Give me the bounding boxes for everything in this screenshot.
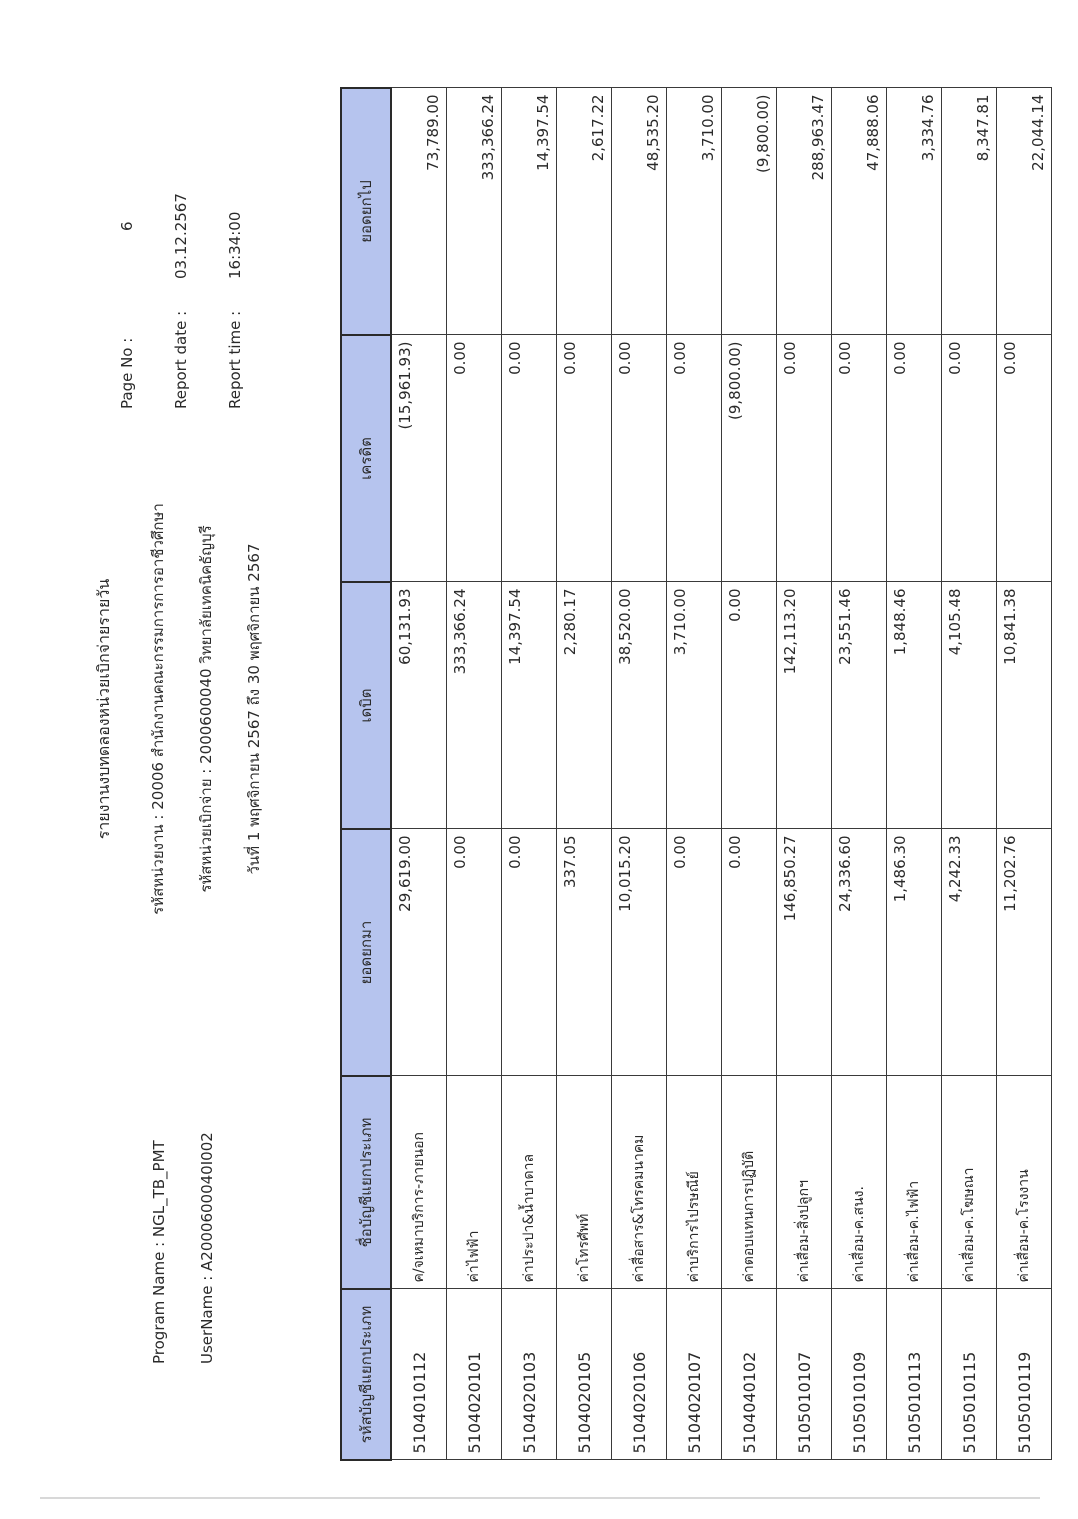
brought-forward-amount: 146,850.27 xyxy=(777,829,832,1076)
debit-amount: 0.00 xyxy=(722,582,777,829)
date-range: วันที่ 1 พฤศจิกายน 2567 ถึง 30 พฤศจิกายน 2567 xyxy=(245,543,263,875)
brought-forward-amount: 0.00 xyxy=(447,829,502,1076)
debit-amount: 2,280.17 xyxy=(557,582,612,829)
credit-amount: 0.00 xyxy=(447,335,502,582)
table-row xyxy=(667,88,722,1460)
carried-forward-amount: 333,366.24 xyxy=(447,88,502,335)
credit-amount: 0.00 xyxy=(942,335,997,582)
table-header-row xyxy=(341,88,391,1460)
credit-amount: 0.00 xyxy=(667,335,722,582)
credit-amount: 0.00 xyxy=(832,335,887,582)
table-row xyxy=(777,88,832,1460)
report-title: รายงานงบทดลองหน่วยเบิกจ่ายรายวัน xyxy=(94,578,113,840)
carried-forward-amount: 73,789.00 xyxy=(391,88,447,335)
page-no-label: Page No : xyxy=(118,337,136,409)
account-code: 5104040102 xyxy=(722,1289,777,1460)
brought-forward-amount: 337.05 xyxy=(557,829,612,1076)
brought-forward-amount: 29,619.00 xyxy=(391,829,447,1076)
debit-amount: 10,841.38 xyxy=(997,582,1052,829)
account-name: ค่าไฟฟ้า xyxy=(447,1076,502,1289)
credit-amount: (15,961.93) xyxy=(391,335,447,582)
report-date-label: Report date : xyxy=(172,310,190,409)
credit-amount: 0.00 xyxy=(612,335,667,582)
carried-forward-amount: 3,710.00 xyxy=(667,88,722,335)
debit-amount: 38,520.00 xyxy=(612,582,667,829)
table-row xyxy=(942,88,997,1460)
debit-amount: 23,551.46 xyxy=(832,582,887,829)
account-code: 5105010119 xyxy=(997,1289,1052,1460)
carried-forward-amount: 2,617.22 xyxy=(557,88,612,335)
brought-forward-amount: 11,202.76 xyxy=(997,829,1052,1076)
account-code: 5104020101 xyxy=(447,1289,502,1460)
carried-forward-amount: 288,963.47 xyxy=(777,88,832,335)
table-row xyxy=(832,88,887,1460)
table-row xyxy=(722,88,777,1460)
carried-forward-amount: 47,888.06 xyxy=(832,88,887,335)
account-name: ค่าสื่อสาร&โทรคมนาคม xyxy=(612,1076,667,1289)
account-code: 5104020107 xyxy=(667,1289,722,1460)
brought-forward-amount: 0.00 xyxy=(722,829,777,1076)
carried-forward-amount: (9,800.00) xyxy=(722,88,777,335)
program-name: Program Name : NGL_TB_PMT xyxy=(150,1140,168,1364)
debit-amount: 333,366.24 xyxy=(447,582,502,829)
credit-amount: 0.00 xyxy=(777,335,832,582)
debit-amount: 60,131.93 xyxy=(391,582,447,829)
table-row xyxy=(997,88,1052,1460)
table-row xyxy=(557,88,612,1460)
account-code: 5104010112 xyxy=(391,1289,447,1460)
brought-forward-amount: 0.00 xyxy=(667,829,722,1076)
brought-forward-amount: 0.00 xyxy=(502,829,557,1076)
account-code: 5104020106 xyxy=(612,1289,667,1460)
brought-forward-amount: 10,015.20 xyxy=(612,829,667,1076)
table-row xyxy=(502,88,557,1460)
header-carried-forward: ยอดยกไป xyxy=(341,88,391,335)
carried-forward-amount: 8,347.81 xyxy=(942,88,997,335)
account-code: 5105010113 xyxy=(887,1289,942,1460)
credit-amount: 0.00 xyxy=(887,335,942,582)
page-no-value: 6 xyxy=(118,221,136,231)
table-row xyxy=(612,88,667,1460)
brought-forward-amount: 4,242.33 xyxy=(942,829,997,1076)
credit-amount: 0.00 xyxy=(997,335,1052,582)
account-code: 5105010115 xyxy=(942,1289,997,1460)
header-account-code: รหัสบัญชีแยกประเภท xyxy=(341,1289,391,1460)
credit-amount: (9,800.00) xyxy=(722,335,777,582)
carried-forward-amount: 22,044.14 xyxy=(997,88,1052,335)
header-debit: เดบิต xyxy=(341,582,391,829)
header-account-name: ชื่อบัญชีแยกประเภท xyxy=(341,1076,391,1289)
report-date-value: 03.12.2567 xyxy=(172,193,190,279)
header-credit: เครดิต xyxy=(341,335,391,582)
account-name: ค/จเหมาบริการ-ภายนอก xyxy=(391,1076,447,1289)
trial-balance-table xyxy=(340,87,1052,1461)
account-code: 5104020103 xyxy=(502,1289,557,1460)
table-row xyxy=(447,88,502,1460)
credit-amount: 0.00 xyxy=(557,335,612,582)
brought-forward-amount: 24,336.60 xyxy=(832,829,887,1076)
report-time-value: 16:34:00 xyxy=(226,211,244,279)
debit-amount: 14,397.54 xyxy=(502,582,557,829)
account-name: ค่าเสื่อม-สิ่งปลูกฯ xyxy=(777,1076,832,1289)
account-name: ค่าโทรศัพท์ xyxy=(557,1076,612,1289)
table-row xyxy=(887,88,942,1460)
report-time-label: Report time : xyxy=(226,310,244,409)
unit-line: รหัสหน่วยงาน : 20006 สำนักงานคณะกรรมการการอาชีวศึกษา xyxy=(149,503,167,915)
account-name: ค่าตอบแทนการปฏิบัติ xyxy=(722,1076,777,1289)
account-name: ค่าเสื่อม-ค.โรงงาน xyxy=(997,1076,1052,1289)
account-code: 5104020105 xyxy=(557,1289,612,1460)
account-name: ค่าเสื่อม-ค.สนง. xyxy=(832,1076,887,1289)
account-code: 5105010109 xyxy=(832,1289,887,1460)
account-name: ค่าเสื่อม-ค.ไฟฟ้า xyxy=(887,1076,942,1289)
credit-amount: 0.00 xyxy=(502,335,557,582)
account-code: 5105010107 xyxy=(777,1289,832,1460)
account-name: ค่าเสื่อม-ค.โฆษณา xyxy=(942,1076,997,1289)
carried-forward-amount: 48,535.20 xyxy=(612,88,667,335)
user-name: UserName : A2000600040I002 xyxy=(198,1132,216,1364)
header-brought-forward: ยอดยกมา xyxy=(341,829,391,1076)
debit-amount: 142,113.20 xyxy=(777,582,832,829)
brought-forward-amount: 1,486.30 xyxy=(887,829,942,1076)
account-name: ค่าประปา&น้ำบาดาล xyxy=(502,1076,557,1289)
debit-amount: 4,105.48 xyxy=(942,582,997,829)
account-name: ค่าบริการไปรษณีย์ xyxy=(667,1076,722,1289)
carried-forward-amount: 3,334.76 xyxy=(887,88,942,335)
carried-forward-amount: 14,397.54 xyxy=(502,88,557,335)
disbursing-unit-line: รหัสหน่วยเบิกจ่าย : 2000600040 วิทยาลัยเทคนิคธัญบุรี xyxy=(197,525,215,893)
table-row xyxy=(391,88,447,1460)
debit-amount: 3,710.00 xyxy=(667,582,722,829)
debit-amount: 1,848.46 xyxy=(887,582,942,829)
